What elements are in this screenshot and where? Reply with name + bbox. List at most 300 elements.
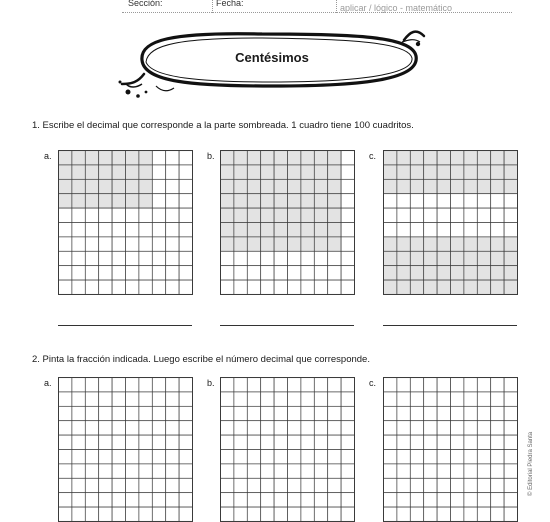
grid-cell[interactable] [464,507,477,521]
grid-cell[interactable] [341,421,354,435]
grid-cell[interactable] [288,493,301,507]
grid-cell[interactable] [261,435,274,449]
grid-cell[interactable] [410,493,423,507]
grid-cell[interactable] [247,507,260,521]
grid-cell[interactable] [261,464,274,478]
grid-cell[interactable] [491,378,504,392]
grid-cell[interactable] [179,406,192,420]
grid-cell[interactable] [451,406,464,420]
grid-cell[interactable] [328,378,341,392]
grid-cell[interactable] [410,392,423,406]
grid-cell[interactable] [504,507,517,521]
grid-cell[interactable] [410,478,423,492]
grid-cell[interactable] [301,378,314,392]
grid-cell[interactable] [451,464,464,478]
grid-cell[interactable] [314,464,327,478]
grid-cell[interactable] [288,378,301,392]
grid-cell[interactable] [274,478,287,492]
grid-cell[interactable] [261,406,274,420]
grid-cell[interactable] [247,435,260,449]
grid-cell[interactable] [139,421,152,435]
grid-cell[interactable] [451,421,464,435]
grid-cell[interactable] [477,464,490,478]
grid-cell[interactable] [99,493,112,507]
grid-cell[interactable] [274,493,287,507]
grid-cell[interactable] [234,493,247,507]
grid-cell[interactable] [166,378,179,392]
grid-cell[interactable] [220,493,233,507]
grid-cell[interactable] [152,478,165,492]
grid-cell[interactable] [152,421,165,435]
grid-cell[interactable] [99,478,112,492]
grid-cell[interactable] [85,507,98,521]
grid-cell[interactable] [139,464,152,478]
grid-cell[interactable] [152,406,165,420]
grid-cell[interactable] [179,392,192,406]
grid-cell[interactable] [152,435,165,449]
grid-cell[interactable] [112,421,125,435]
grid-cell[interactable] [72,435,85,449]
grid-cell[interactable] [397,493,410,507]
grid-cell[interactable] [166,406,179,420]
grid-cell[interactable] [166,421,179,435]
grid-cell[interactable] [58,493,71,507]
grid-cell[interactable] [341,406,354,420]
grid-cell[interactable] [261,378,274,392]
grid-cell[interactable] [247,406,260,420]
grid-cell[interactable] [314,421,327,435]
grid-cell[interactable] [383,435,396,449]
grid-cell[interactable] [314,493,327,507]
grid-cell[interactable] [126,507,139,521]
grid-cell[interactable] [504,378,517,392]
grid-cell[interactable] [410,421,423,435]
grid-cell[interactable] [397,378,410,392]
grid-cell[interactable] [152,507,165,521]
grid-cell[interactable] [383,464,396,478]
grid-cell[interactable] [179,435,192,449]
grid-cell[interactable] [220,450,233,464]
grid-cell[interactable] [274,450,287,464]
grid-cell[interactable] [301,464,314,478]
grid-cell[interactable] [477,478,490,492]
grid-cell[interactable] [451,507,464,521]
grid-cell[interactable] [477,421,490,435]
grid-cell[interactable] [451,450,464,464]
grid-cell[interactable] [58,478,71,492]
grid-cell[interactable] [464,478,477,492]
grid-cell[interactable] [72,493,85,507]
grid-cell[interactable] [491,450,504,464]
grid-cell[interactable] [437,478,450,492]
grid-cell[interactable] [234,478,247,492]
grid-cell[interactable] [112,406,125,420]
grid-cell[interactable] [424,378,437,392]
grid-cell[interactable] [504,421,517,435]
grid-cell[interactable] [288,507,301,521]
ex2-grid-c[interactable] [383,377,518,522]
grid-cell[interactable] [274,507,287,521]
grid-cell[interactable] [314,507,327,521]
grid-cell[interactable] [166,493,179,507]
grid-cell[interactable] [112,435,125,449]
grid-cell[interactable] [477,450,490,464]
grid-cell[interactable] [112,464,125,478]
grid-cell[interactable] [410,450,423,464]
grid-cell[interactable] [166,450,179,464]
ex2-grid-a[interactable] [58,377,193,522]
grid-cell[interactable] [139,450,152,464]
grid-cell[interactable] [288,464,301,478]
grid-cell[interactable] [491,406,504,420]
grid-cell[interactable] [410,507,423,521]
grid-cell[interactable] [301,507,314,521]
grid-cell[interactable] [341,378,354,392]
grid-cell[interactable] [179,421,192,435]
grid-cell[interactable] [504,406,517,420]
grid-cell[interactable] [437,450,450,464]
grid-cell[interactable] [314,378,327,392]
grid-cell[interactable] [301,421,314,435]
grid-cell[interactable] [383,507,396,521]
grid-cell[interactable] [274,378,287,392]
grid-cell[interactable] [85,464,98,478]
grid-cell[interactable] [301,392,314,406]
grid-cell[interactable] [397,507,410,521]
grid-cell[interactable] [424,450,437,464]
grid-cell[interactable] [58,392,71,406]
grid-cell[interactable] [247,478,260,492]
grid-cell[interactable] [112,378,125,392]
grid-cell[interactable] [301,406,314,420]
grid-cell[interactable] [477,435,490,449]
grid-cell[interactable] [424,478,437,492]
grid-cell[interactable] [85,493,98,507]
grid-cell[interactable] [288,392,301,406]
grid-cell[interactable] [314,450,327,464]
grid-cell[interactable] [437,378,450,392]
grid-cell[interactable] [464,392,477,406]
grid-cell[interactable] [220,392,233,406]
grid-cell[interactable] [451,378,464,392]
grid-cell[interactable] [464,450,477,464]
grid-cell[interactable] [220,478,233,492]
grid-cell[interactable] [85,392,98,406]
grid-cell[interactable] [126,406,139,420]
grid-cell[interactable] [247,450,260,464]
grid-cell[interactable] [247,392,260,406]
grid-cell[interactable] [72,464,85,478]
grid-cell[interactable] [301,478,314,492]
grid-cell[interactable] [397,435,410,449]
grid-cell[interactable] [234,421,247,435]
grid-cell[interactable] [58,464,71,478]
grid-cell[interactable] [451,478,464,492]
grid-cell[interactable] [179,450,192,464]
grid-cell[interactable] [234,392,247,406]
grid-cell[interactable] [139,507,152,521]
grid-cell[interactable] [328,435,341,449]
grid-cell[interactable] [328,493,341,507]
grid-cell[interactable] [126,421,139,435]
grid-cell[interactable] [72,478,85,492]
grid-cell[interactable] [261,507,274,521]
grid-cell[interactable] [424,435,437,449]
grid-cell[interactable] [491,478,504,492]
grid-cell[interactable] [179,507,192,521]
grid-cell[interactable] [234,464,247,478]
grid-cell[interactable] [261,493,274,507]
grid-cell[interactable] [234,406,247,420]
grid-cell[interactable] [274,421,287,435]
grid-cell[interactable] [301,493,314,507]
grid-cell[interactable] [152,493,165,507]
grid-cell[interactable] [383,450,396,464]
grid-cell[interactable] [220,406,233,420]
grid-cell[interactable] [464,406,477,420]
grid-cell[interactable] [274,392,287,406]
grid-cell[interactable] [139,435,152,449]
grid-cell[interactable] [72,392,85,406]
grid-cell[interactable] [152,464,165,478]
grid-cell[interactable] [112,507,125,521]
grid-cell[interactable] [301,435,314,449]
grid-cell[interactable] [437,406,450,420]
grid-cell[interactable] [437,421,450,435]
grid-cell[interactable] [112,392,125,406]
grid-cell[interactable] [72,378,85,392]
grid-cell[interactable] [491,435,504,449]
grid-cell[interactable] [491,464,504,478]
grid-cell[interactable] [288,421,301,435]
grid-cell[interactable] [437,493,450,507]
grid-cell[interactable] [383,378,396,392]
grid-cell[interactable] [341,507,354,521]
grid-cell[interactable] [437,464,450,478]
grid-cell[interactable] [179,378,192,392]
grid-cell[interactable] [126,435,139,449]
grid-cell[interactable] [437,392,450,406]
grid-cell[interactable] [288,478,301,492]
grid-cell[interactable] [166,507,179,521]
grid-cell[interactable] [328,478,341,492]
grid-cell[interactable] [314,435,327,449]
grid-cell[interactable] [85,421,98,435]
grid-cell[interactable] [504,435,517,449]
grid-cell[interactable] [247,464,260,478]
grid-cell[interactable] [99,435,112,449]
grid-cell[interactable] [139,406,152,420]
grid-cell[interactable] [397,392,410,406]
grid-cell[interactable] [58,450,71,464]
grid-cell[interactable] [288,406,301,420]
grid-cell[interactable] [99,507,112,521]
grid-cell[interactable] [410,464,423,478]
grid-cell[interactable] [261,450,274,464]
grid-cell[interactable] [99,450,112,464]
grid-cell[interactable] [491,507,504,521]
grid-cell[interactable] [504,478,517,492]
grid-cell[interactable] [58,421,71,435]
grid-cell[interactable] [383,493,396,507]
grid-cell[interactable] [328,392,341,406]
grid-cell[interactable] [397,406,410,420]
grid-cell[interactable] [139,378,152,392]
grid-cell[interactable] [58,406,71,420]
grid-cell[interactable] [85,378,98,392]
grid-cell[interactable] [220,464,233,478]
grid-cell[interactable] [220,378,233,392]
ex1-answer-line-c[interactable] [383,325,517,326]
grid-cell[interactable] [410,435,423,449]
grid-cell[interactable] [247,493,260,507]
grid-cell[interactable] [85,478,98,492]
grid-cell[interactable] [477,493,490,507]
grid-cell[interactable] [341,435,354,449]
grid-cell[interactable] [234,435,247,449]
grid-cell[interactable] [424,464,437,478]
grid-cell[interactable] [85,406,98,420]
grid-cell[interactable] [139,478,152,492]
grid-cell[interactable] [424,406,437,420]
grid-cell[interactable] [220,421,233,435]
grid-cell[interactable] [451,493,464,507]
grid-cell[interactable] [234,450,247,464]
grid-cell[interactable] [139,493,152,507]
grid-cell[interactable] [451,435,464,449]
grid-cell[interactable] [112,450,125,464]
grid-cell[interactable] [328,507,341,521]
ex1-answer-line-b[interactable] [220,325,354,326]
grid-cell[interactable] [152,378,165,392]
grid-cell[interactable] [464,378,477,392]
grid-cell[interactable] [341,493,354,507]
grid-cell[interactable] [341,450,354,464]
grid-cell[interactable] [383,392,396,406]
grid-cell[interactable] [99,406,112,420]
grid-cell[interactable] [99,464,112,478]
grid-cell[interactable] [234,507,247,521]
grid-cell[interactable] [126,378,139,392]
grid-cell[interactable] [410,378,423,392]
grid-cell[interactable] [72,421,85,435]
grid-cell[interactable] [464,421,477,435]
grid-cell[interactable] [166,464,179,478]
grid-cell[interactable] [424,392,437,406]
grid-cell[interactable] [383,406,396,420]
grid-cell[interactable] [112,478,125,492]
grid-cell[interactable] [58,507,71,521]
grid-cell[interactable] [491,493,504,507]
grid-cell[interactable] [410,406,423,420]
grid-cell[interactable] [112,493,125,507]
grid-cell[interactable] [301,450,314,464]
grid-cell[interactable] [397,464,410,478]
grid-cell[interactable] [383,478,396,492]
grid-cell[interactable] [397,478,410,492]
grid-cell[interactable] [152,450,165,464]
grid-cell[interactable] [261,478,274,492]
grid-cell[interactable] [99,421,112,435]
grid-cell[interactable] [397,421,410,435]
grid-cell[interactable] [504,450,517,464]
grid-cell[interactable] [247,421,260,435]
grid-cell[interactable] [288,450,301,464]
grid-cell[interactable] [220,507,233,521]
grid-cell[interactable] [477,392,490,406]
grid-cell[interactable] [491,392,504,406]
grid-cell[interactable] [314,406,327,420]
grid-cell[interactable] [491,421,504,435]
grid-cell[interactable] [451,392,464,406]
grid-cell[interactable] [288,435,301,449]
grid-cell[interactable] [464,464,477,478]
grid-cell[interactable] [247,378,260,392]
grid-cell[interactable] [261,392,274,406]
grid-cell[interactable] [58,435,71,449]
grid-cell[interactable] [58,378,71,392]
ex1-answer-line-a[interactable] [58,325,192,326]
grid-cell[interactable] [504,464,517,478]
grid-cell[interactable] [464,493,477,507]
grid-cell[interactable] [314,392,327,406]
grid-cell[interactable] [437,507,450,521]
grid-cell[interactable] [99,392,112,406]
grid-cell[interactable] [261,421,274,435]
grid-cell[interactable] [424,493,437,507]
grid-cell[interactable] [328,464,341,478]
grid-cell[interactable] [126,493,139,507]
grid-cell[interactable] [274,464,287,478]
grid-cell[interactable] [464,435,477,449]
grid-cell[interactable] [85,435,98,449]
grid-cell[interactable] [477,507,490,521]
grid-cell[interactable] [274,435,287,449]
grid-cell[interactable] [152,392,165,406]
grid-cell[interactable] [126,392,139,406]
grid-cell[interactable] [72,507,85,521]
grid-cell[interactable] [397,450,410,464]
grid-cell[interactable] [126,450,139,464]
grid-cell[interactable] [72,406,85,420]
grid-cell[interactable] [166,478,179,492]
ex2-grid-b[interactable] [220,377,355,522]
grid-cell[interactable] [179,464,192,478]
grid-cell[interactable] [424,507,437,521]
grid-cell[interactable] [504,392,517,406]
grid-cell[interactable] [166,435,179,449]
grid-cell[interactable] [274,406,287,420]
grid-cell[interactable] [383,421,396,435]
grid-cell[interactable] [477,406,490,420]
grid-cell[interactable] [424,421,437,435]
grid-cell[interactable] [99,378,112,392]
grid-cell[interactable] [220,435,233,449]
grid-cell[interactable] [341,464,354,478]
grid-cell[interactable] [477,378,490,392]
grid-cell[interactable] [72,450,85,464]
grid-cell[interactable] [437,435,450,449]
grid-cell[interactable] [504,493,517,507]
grid-cell[interactable] [328,421,341,435]
grid-cell[interactable] [85,450,98,464]
grid-cell[interactable] [126,464,139,478]
grid-cell[interactable] [341,392,354,406]
grid-cell[interactable] [139,392,152,406]
grid-cell[interactable] [328,450,341,464]
grid-cell[interactable] [166,392,179,406]
grid-cell[interactable] [126,478,139,492]
